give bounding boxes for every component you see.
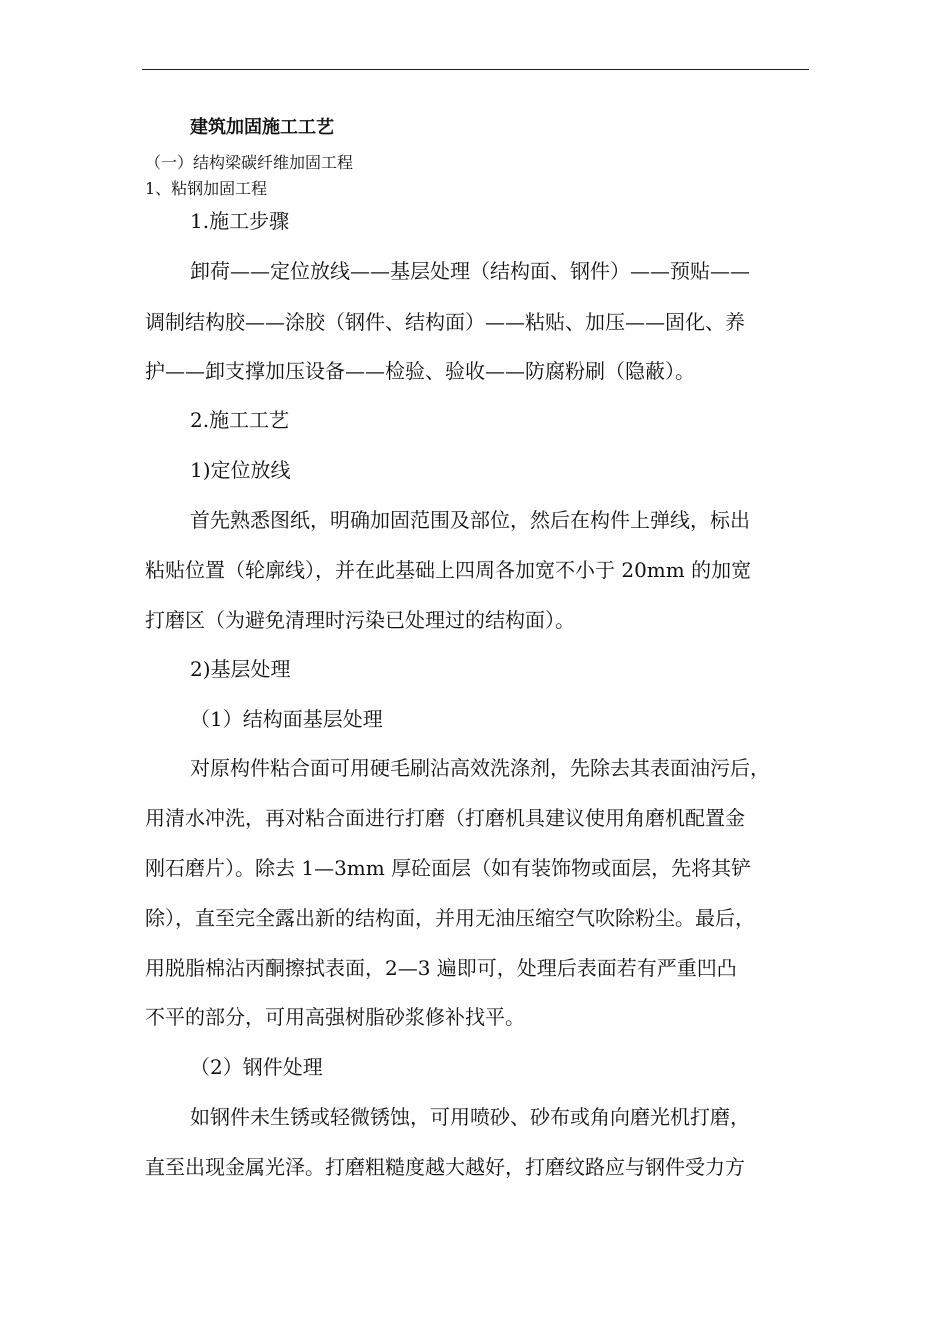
positioning-line-2: 粘贴位置（轮廓线），并在此基础上四周各加宽不小于 20mm 的加宽 bbox=[145, 558, 752, 582]
structure-surface-line-3: 刚石磨片）。除去 1—3mm 厚砼面层（如有装饰物或面层，先将其铲 bbox=[145, 856, 752, 880]
section-title: （一）结构梁碳纤维加固工程 bbox=[145, 153, 354, 172]
structure-surface-line-4: 除），直至完全露出新的结构面，并用无油压缩空气吹除粉尘。最后， bbox=[145, 906, 755, 930]
base-heading: 2)基层处理 bbox=[190, 657, 291, 681]
structure-surface-heading: （1）结构面基层处理 bbox=[190, 707, 383, 731]
step-heading: 1.施工步骤 bbox=[190, 209, 290, 233]
process-heading: 2.施工工艺 bbox=[190, 408, 290, 432]
steel-heading: （2）钢件处理 bbox=[190, 1055, 323, 1079]
structure-surface-line-5: 用脱脂棉沾丙酮擦拭表面，2—3 遍即可，处理后表面若有严重凹凸 bbox=[145, 956, 737, 980]
steel-line-1: 如钢件未生锈或轻微锈蚀，可用喷砂、砂布或角向磨光机打磨， bbox=[190, 1105, 750, 1129]
document-title: 建筑加固施工工艺 bbox=[190, 117, 334, 138]
step-line-3: 护——卸支撑加压设备——检验、验收——防腐粉刷（隐蔽）。 bbox=[145, 359, 695, 383]
subsection-title: 1、粘钢加固工程 bbox=[145, 179, 268, 198]
structure-surface-line-1: 对原构件粘合面可用硬毛刷沾高效洗涤剂，先除去其表面油污后， bbox=[190, 756, 770, 780]
structure-surface-line-6: 不平的部分，可用高强树脂砂浆修补找平。 bbox=[145, 1005, 525, 1029]
step-line-1: 卸荷——定位放线——基层处理（结构面、钢件）——预贴—— bbox=[190, 259, 750, 283]
structure-surface-line-2: 用清水冲洗，再对粘合面进行打磨（打磨机具建议使用角磨机配置金 bbox=[145, 806, 745, 830]
positioning-heading: 1)定位放线 bbox=[190, 458, 291, 482]
positioning-line-1: 首先熟悉图纸，明确加固范围及部位，然后在构件上弹线，标出 bbox=[190, 508, 750, 532]
steel-line-2: 直至出现金属光泽。打磨粗糙度越大越好，打磨纹路应与钢件受力方 bbox=[145, 1155, 745, 1179]
positioning-line-3: 打磨区（为避免清理时污染已处理过的结构面）。 bbox=[145, 608, 575, 632]
step-line-2: 调制结构胶——涂胶（钢件、结构面）——粘贴、加压——固化、养 bbox=[145, 310, 745, 334]
header-rule bbox=[142, 69, 809, 70]
